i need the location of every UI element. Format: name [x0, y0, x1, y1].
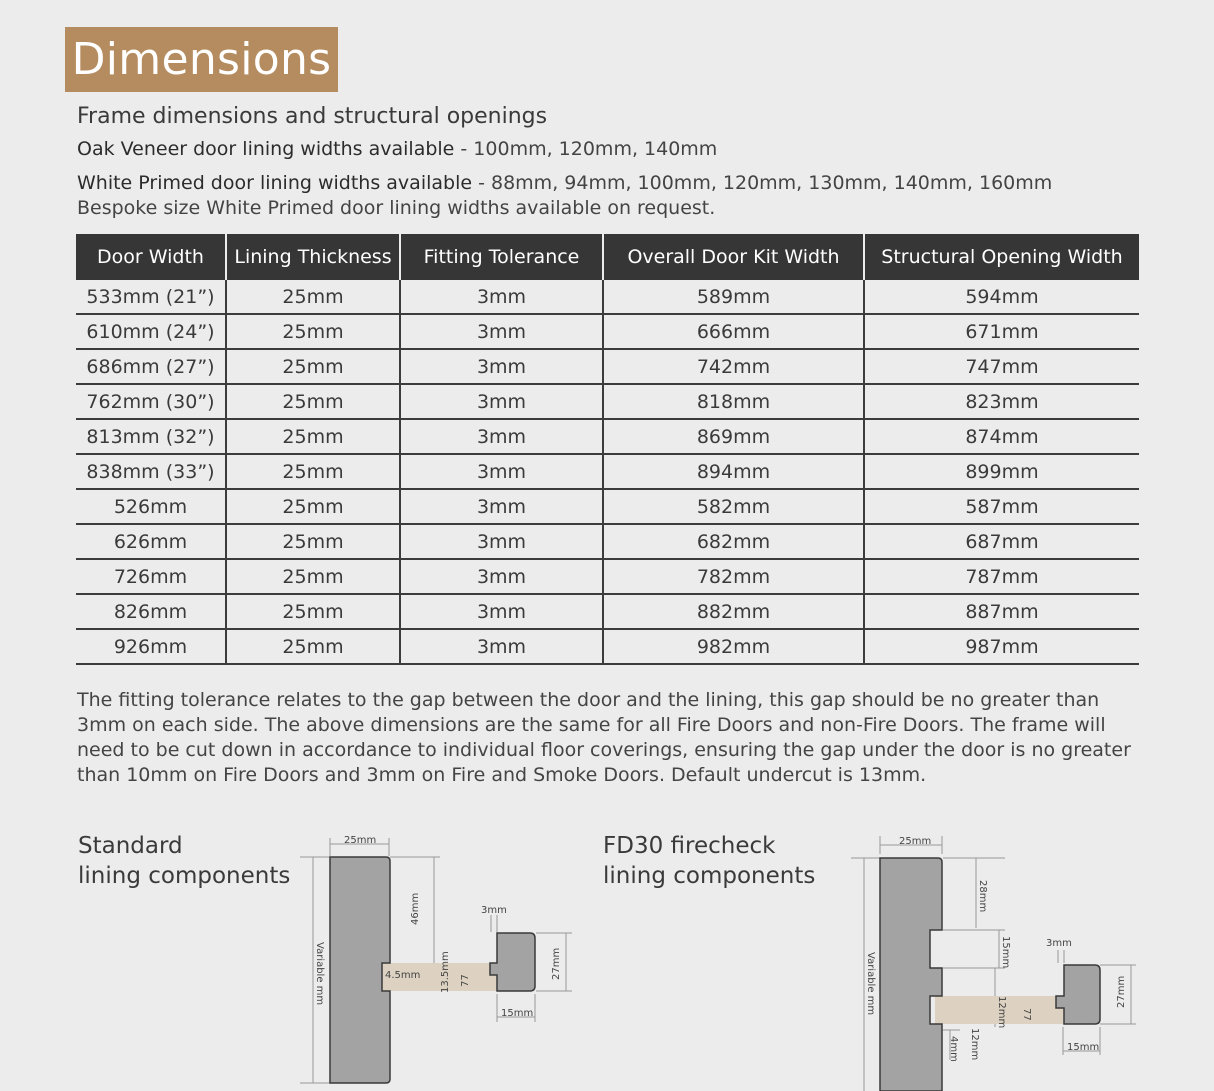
standard-door-stop	[490, 933, 535, 991]
table-cell: 25mm	[226, 454, 400, 489]
fd30-heading-line2: lining components	[603, 863, 816, 889]
fd30-groove-label: 15mm	[1000, 936, 1011, 969]
col-lining-thickness: Lining Thickness	[226, 234, 400, 280]
table-cell: 787mm	[864, 559, 1139, 594]
standard-stop-width-label: 15mm	[501, 1008, 534, 1019]
table-cell: 25mm	[226, 524, 400, 559]
table-cell: 3mm	[400, 454, 603, 489]
table-cell: 25mm	[226, 280, 400, 314]
table-cell: 782mm	[603, 559, 864, 594]
table-cell: 3mm	[400, 489, 603, 524]
table-cell: 25mm	[226, 489, 400, 524]
table-cell: 589mm	[603, 280, 864, 314]
oak-veneer-label: Oak Veneer door lining widths available	[77, 138, 455, 160]
standard-lining-board	[330, 857, 390, 1083]
standard-top-label: 46mm	[410, 892, 421, 925]
table-cell: 987mm	[864, 629, 1139, 664]
table-cell: 25mm	[226, 594, 400, 629]
fitting-tolerance-note: The fitting tolerance relates to the gap between the door and the lining, this gap should be no greater than 3mm on each side. The above dimensions are the same for all Fire Doors and non-Fire Doors. The frame will need to be cut down in accordance to individual floor coverings, ensuring the gap under the door is no greater than 10mm on Fire Doors and 3mm on Fire and Smoke Doors. Default undercut is 13mm.	[77, 689, 1131, 786]
table-cell: 533mm (21”)	[76, 280, 226, 314]
fd30-top-label: 28mm	[977, 880, 988, 913]
fd30-lining-diagram	[600, 0, 1214, 1091]
standard-slot-label: 4.5mm	[385, 970, 421, 981]
table-cell: 25mm	[226, 629, 400, 664]
table-cell: 666mm	[603, 314, 864, 349]
table-cell: 25mm	[226, 349, 400, 384]
standard-stop-depth-label: 77	[460, 974, 471, 987]
table-cell: 3mm	[400, 524, 603, 559]
standard-width-label: 25mm	[344, 835, 377, 846]
table-cell: 682mm	[603, 524, 864, 559]
oak-veneer-values: - 100mm, 120mm, 140mm	[454, 138, 718, 160]
table-cell: 838mm (33”)	[76, 454, 226, 489]
table-cell: 3mm	[400, 280, 603, 314]
white-primed-values: - 88mm, 94mm, 100mm, 120mm, 130mm, 140mm, 160mm	[472, 172, 1053, 194]
table-cell: 594mm	[864, 280, 1139, 314]
fd30-stop-depth-label: 77	[1021, 1008, 1032, 1021]
col-door-width: Door Width	[76, 234, 226, 280]
table-cell: 726mm	[76, 559, 226, 594]
table-cell: 3mm	[400, 384, 603, 419]
table-cell: 882mm	[603, 594, 864, 629]
standard-gap-label: 13.5mm	[440, 951, 451, 993]
table-cell: 3mm	[400, 314, 603, 349]
table-cell: 686mm (27”)	[76, 349, 226, 384]
table-cell: 582mm	[603, 489, 864, 524]
fd30-width-label: 25mm	[899, 836, 932, 847]
fd30-mid-label: 12mm	[996, 996, 1007, 1029]
fd30-variable-label: Variable mm	[865, 952, 876, 1016]
table-cell: 813mm (32”)	[76, 419, 226, 454]
standard-stop-height-label: 27mm	[551, 947, 562, 980]
fd30-bottom-label: 4mm	[948, 1036, 959, 1062]
table-cell: 3mm	[400, 419, 603, 454]
table-cell: 874mm	[864, 419, 1139, 454]
table-cell: 3mm	[400, 594, 603, 629]
table-cell: 3mm	[400, 349, 603, 384]
table-cell: 25mm	[226, 419, 400, 454]
table-cell: 926mm	[76, 629, 226, 664]
table-cell: 526mm	[76, 489, 226, 524]
fd30-heading-line1: FD30 firecheck	[603, 833, 776, 859]
standard-heading-line2: lining components	[78, 863, 291, 889]
col-fitting-tolerance: Fitting Tolerance	[400, 234, 603, 280]
table-cell: 626mm	[76, 524, 226, 559]
fd30-stop-height-label: 27mm	[1116, 975, 1127, 1008]
standard-tolerance-label: 3mm	[481, 905, 507, 916]
table-cell: 826mm	[76, 594, 226, 629]
table-cell: 742mm	[603, 349, 864, 384]
table-cell: 3mm	[400, 629, 603, 664]
fd30-lower-label: 12mm	[969, 1028, 980, 1061]
table-cell: 25mm	[226, 384, 400, 419]
bespoke-note: Bespoke size White Primed door lining widths available on request.	[77, 197, 716, 219]
table-cell: 762mm (30”)	[76, 384, 226, 419]
table-cell: 687mm	[864, 524, 1139, 559]
table-cell: 869mm	[603, 419, 864, 454]
col-structural-opening: Structural Opening Width	[864, 234, 1139, 280]
standard-heading-line1: Standard	[78, 833, 183, 859]
fd30-stop-width-label: 15mm	[1067, 1042, 1100, 1053]
section-subtitle: Frame dimensions and structural openings	[77, 104, 548, 129]
fd30-lining-board	[880, 858, 942, 1091]
table-cell: 982mm	[603, 629, 864, 664]
table-cell: 887mm	[864, 594, 1139, 629]
table-cell: 3mm	[400, 559, 603, 594]
standard-lining-diagram	[0, 0, 600, 1091]
fd30-tolerance-label: 3mm	[1046, 938, 1072, 949]
white-primed-label: White Primed door lining widths available	[77, 172, 473, 194]
table-cell: 894mm	[603, 454, 864, 489]
table-cell: 610mm (24”)	[76, 314, 226, 349]
table-cell: 25mm	[226, 559, 400, 594]
standard-variable-label: Variable mm	[314, 942, 325, 1006]
table-cell: 818mm	[603, 384, 864, 419]
page-title: Dimensions	[65, 27, 338, 92]
table-cell: 25mm	[226, 314, 400, 349]
table-cell: 671mm	[864, 314, 1139, 349]
table-cell: 823mm	[864, 384, 1139, 419]
table-cell: 587mm	[864, 489, 1139, 524]
table-cell: 899mm	[864, 454, 1139, 489]
col-overall-kit-width: Overall Door Kit Width	[603, 234, 864, 280]
table-cell: 747mm	[864, 349, 1139, 384]
